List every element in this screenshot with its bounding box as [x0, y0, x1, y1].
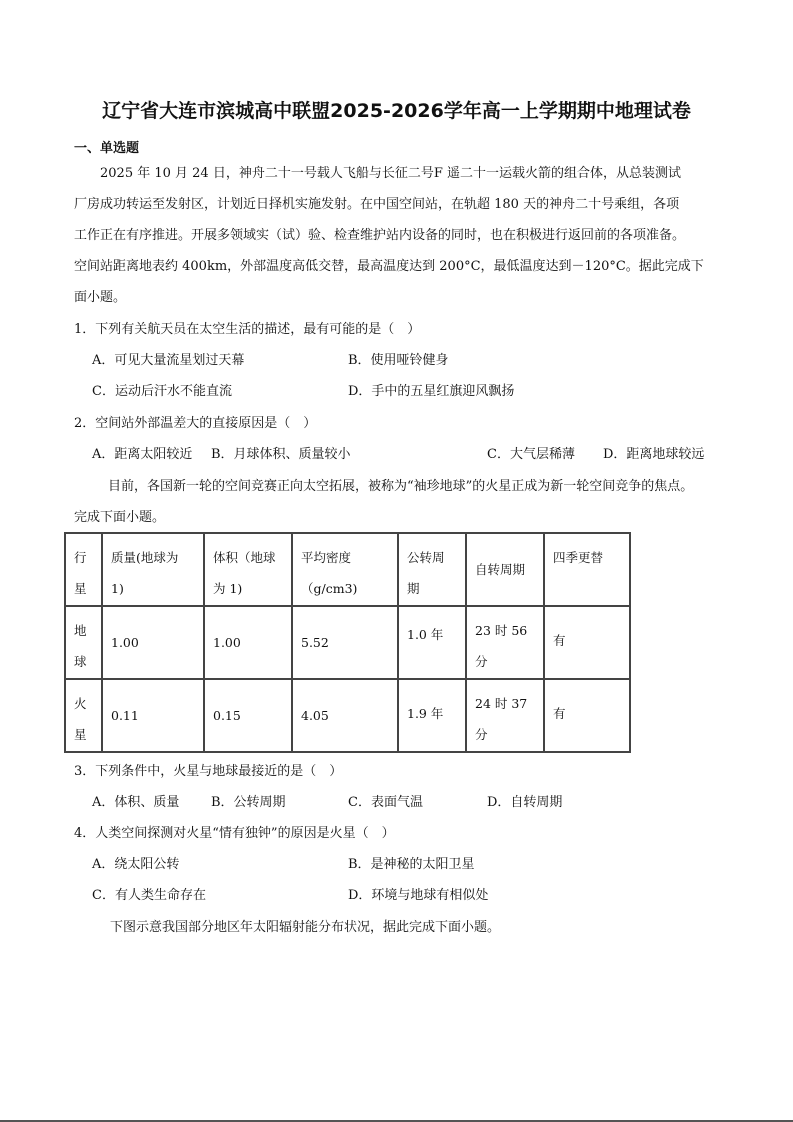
cell-seasons: 有: [544, 606, 630, 679]
cell-volume: 0.15: [204, 679, 292, 752]
question-stem: 3．下列条件中，火星与地球最接近的是（ ）: [74, 764, 343, 779]
header-cell-planet: 行 星: [65, 533, 102, 606]
header-cell-density: 平均密度 （g/cm3): [292, 533, 398, 606]
header-cell-rotation: 自转周期: [466, 533, 544, 606]
option-c[interactable]: C．运动后汗水不能直流: [92, 384, 232, 399]
cell-planet: 火 星: [65, 679, 102, 752]
option-a[interactable]: A．距离太阳较近: [92, 447, 193, 462]
cell-revolution: 1.0 年: [398, 606, 466, 679]
passage-line: 空间站距离地表约 400km，外部温度高低交替，最高温度达到 200°C，最低温度达到－120°C。据此完成下: [74, 259, 704, 274]
option-d[interactable]: D．自转周期: [487, 795, 563, 810]
table-row-earth: [65, 606, 630, 679]
passage-line: 完成下面小题。: [74, 510, 166, 525]
option-b[interactable]: B．是神秘的太阳卫星: [348, 857, 475, 872]
question-stem: 2．空间站外部温差大的直接原因是（ ）: [74, 416, 317, 431]
option-d[interactable]: D．手中的五星红旗迎风飘扬: [348, 384, 515, 399]
option-c[interactable]: C．有人类生命存在: [92, 888, 206, 903]
passage-line: 面小题。: [74, 290, 127, 305]
cell-revolution: 1.9 年: [398, 679, 466, 752]
option-a[interactable]: A．体积、质量: [92, 795, 180, 810]
section-heading: 一、单选题: [74, 141, 140, 156]
table-row-mars: [65, 679, 630, 752]
cell-mass: 1.00: [102, 606, 204, 679]
header-cell-mass: 质量(地球为 1): [102, 533, 204, 606]
cell-rotation: 24 时 37 分: [466, 679, 544, 752]
cell-density: 5.52: [292, 606, 398, 679]
passage-line: 2025 年 10 月 24 日，神舟二十一号载人飞船与长征二号F 遥二十一运载火箭的组合体，从总装测试: [100, 166, 681, 181]
planet-comparison-table: [64, 532, 631, 753]
cell-mass: 0.11: [102, 679, 204, 752]
option-d[interactable]: D．环境与地球有相似处: [348, 888, 489, 903]
option-b[interactable]: B．公转周期: [211, 795, 286, 810]
option-b[interactable]: B．使用哑铃健身: [348, 353, 449, 368]
question-stem: 4．人类空间探测对火星“情有独钟”的原因是火星（ ）: [74, 826, 395, 841]
header-cell-seasons: 四季更替: [544, 533, 630, 606]
question-stem: 1．下列有关航天员在太空生活的描述，最有可能的是（ ）: [74, 322, 421, 337]
cell-rotation: 23 时 56 分: [466, 606, 544, 679]
passage-line: 厂房成功转运至发射区，计划近日择机实施发射。在中国空间站，在轨超 180 天的神舟二十号乘组，各项: [74, 197, 680, 212]
option-b[interactable]: B．月球体积、质量较小: [211, 447, 351, 462]
cell-volume: 1.00: [204, 606, 292, 679]
passage-line: 工作正在有序推进。开展多领域实（试）验、检查维护站内设备的同时，也在积极进行返回前的各项准备。: [74, 228, 686, 243]
cell-seasons: 有: [544, 679, 630, 752]
option-a[interactable]: A．绕太阳公转: [92, 857, 180, 872]
passage-3: 下图示意我国部分地区年太阳辐射能分布状况，据此完成下面小题。: [110, 920, 501, 935]
cell-planet: 地 球: [65, 606, 102, 679]
document-title: 辽宁省大连市滨城高中联盟2025-2026学年高一上学期期中地理试卷: [102, 100, 691, 122]
header-cell-volume: 体积（地球 为 1): [204, 533, 292, 606]
option-a[interactable]: A．可见大量流星划过天幕: [92, 353, 245, 368]
option-d[interactable]: D．距离地球较远: [603, 447, 705, 462]
option-c[interactable]: C．大气层稀薄: [487, 447, 575, 462]
option-c[interactable]: C．表面气温: [348, 795, 423, 810]
header-cell-revolution: 公转周 期: [398, 533, 466, 606]
passage-line: 目前，各国新一轮的空间竞赛正向太空拓展，被称为“袖珍地球”的火星正成为新一轮空间竞争的焦点。: [108, 479, 694, 494]
cell-density: 4.05: [292, 679, 398, 752]
table-header-row: [65, 533, 630, 606]
